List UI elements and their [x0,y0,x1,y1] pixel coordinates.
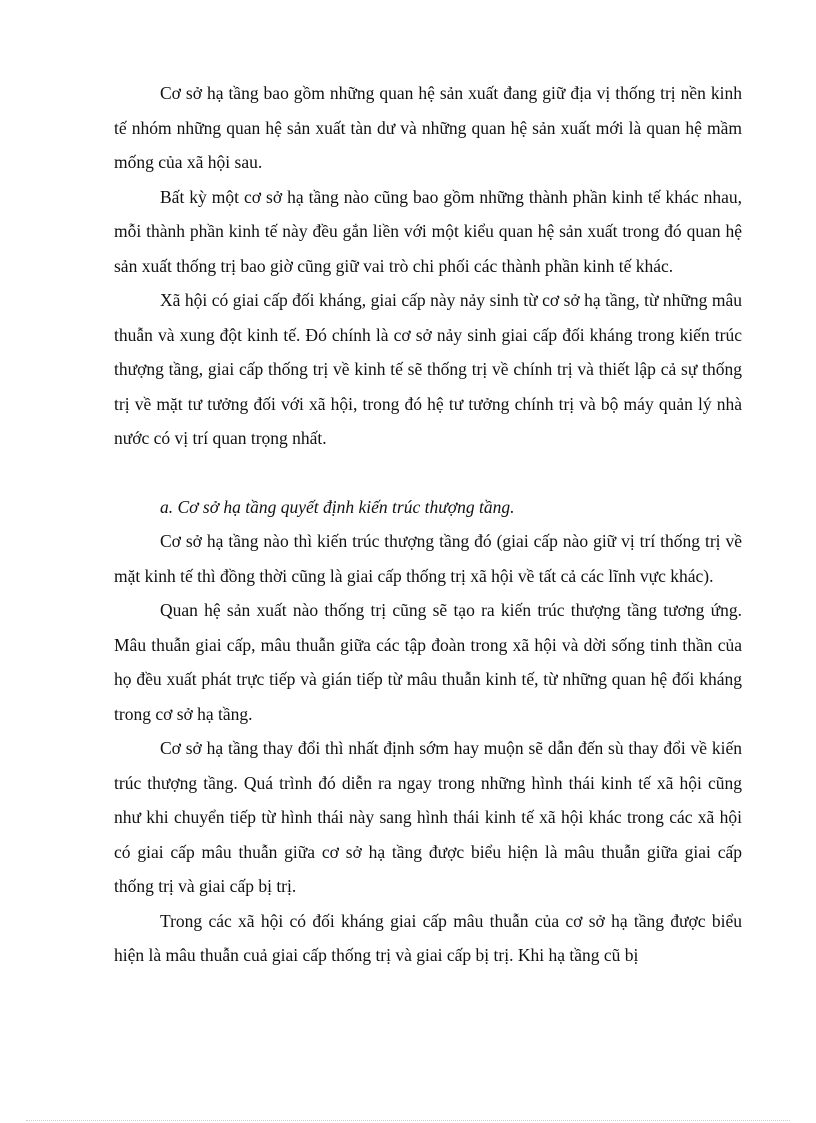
page-bottom-divider [26,1120,790,1121]
paragraph-7: Trong các xã hội có đối kháng giai cấp mâu thuẫn của cơ sở hạ tầng được biểu hiện là mâu thuẫn cuả giai cấp thống trị và giai cấp bị trị. Khi hạ tầng cũ bị [114,910,742,965]
paragraph-6: Cơ sở hạ tầng thay đổi thì nhất định sớm hay muộn sẽ dẫn đến sù thay đổi về kiến trúc thượng tầng. Quá trình đó diễn ra ngay trong những hình thái kinh tế xã hội cũng như khi chuyển tiếp từ hình thái này sang hình thái kinh tế xã hội khác trong các xã hội có giai cấp mâu thuẫn giữa cơ sở hạ tầng được biểu hiện là mâu thuẫn giữa giai cấp thống trị và giai cấp bị trị. [114,738,742,896]
paragraph-3: Xã hội có giai cấp đối kháng, giai cấp này nảy sinh từ cơ sở hạ tầng, từ những mâu thuẫn và xung đột kinh tế. Đó chính là cơ sở nảy sinh giai cấp đối kháng trong kiến trúc thượng tầng, giai cấp thống trị về kinh tế sẽ thống trị về chính trị và thiết lập cả sự thống trị về mặt tư tưởng đối với xã hội, trong đó hệ tư tưởng chính trị và bộ máy quản lý nhà nước có vị trí quan trọng nhất. [114,290,742,448]
paragraph-1: Cơ sở hạ tầng bao gồm những quan hệ sản xuất đang giữ địa vị thống trị nền kinh tế nhóm những quan hệ sản xuất tàn dư và những quan hệ sản xuất mới là quan hệ mầm mống của xã hội sau. [114,83,742,172]
section-heading: a. Cơ sở hạ tầng quyết định kiến trúc thượng tầng. [160,496,515,517]
paragraph-5: Quan hệ sản xuất nào thống trị cũng sẽ tạo ra kiến trúc thượng tầng tương ứng. Mâu thuẫn giai cấp, mâu thuẫn giữa các tập đoàn trong xã hội và dời sống tinh thần của họ đều xuất phát trực tiếp và gián tiếp từ mâu thuẫn kinh tế, từ những quan hệ đối kháng trong cơ sở hạ tầng. [114,600,742,724]
paragraph-4: Cơ sở hạ tầng nào thì kiến trúc thượng tầng đó (giai cấp nào giữ vị trí thống trị về mặt kinh tế thì đồng thời cũng là giai cấp thống trị xã hội về tất cả các lĩnh vực khác). [114,531,742,586]
document-body [114,76,742,973]
paragraph-2: Bất kỳ một cơ sở hạ tầng nào cũng bao gồm những thành phần kinh tế khác nhau, mỗi thành phần kinh tế này đều gắn liền với một kiểu quan hệ sản xuất trong đó quan hệ sản xuất thống trị bao giờ cũng giữ vai trò chi phối các thành phần kinh tế khác. [114,186,742,276]
